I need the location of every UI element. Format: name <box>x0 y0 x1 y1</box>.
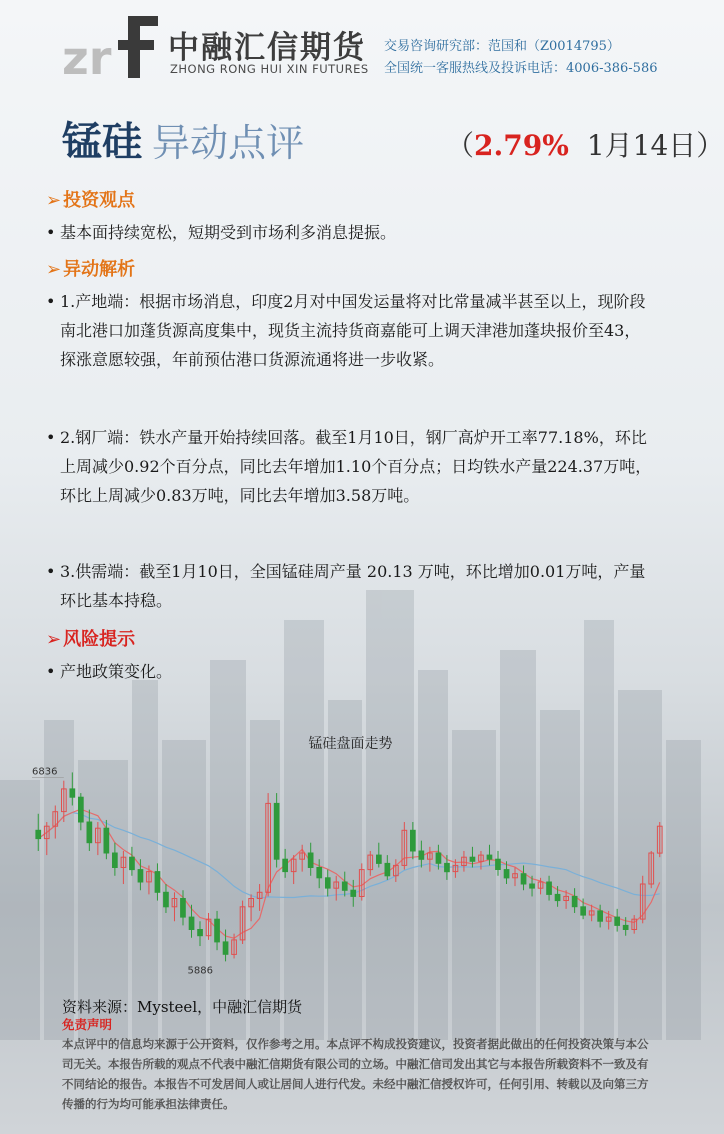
candle-body <box>411 830 416 851</box>
bullet-text: 基本面持续宽松，短期受到市场利多消息提振。 <box>60 223 397 242</box>
section-analysis <box>46 255 135 281</box>
low-price-label: 5886 <box>187 965 214 977</box>
candle-body <box>130 857 135 869</box>
candle-body <box>470 857 475 861</box>
bullet-text: 产地政策变化。 <box>60 662 173 681</box>
high-price-label: 6836 <box>32 766 58 778</box>
section-title: 风险提示 <box>63 629 136 650</box>
section-investment-view <box>46 186 135 212</box>
bullet-dot-icon: • <box>46 428 56 447</box>
candle-body <box>521 874 526 884</box>
bullet-item <box>46 287 656 374</box>
candle-body <box>138 870 143 882</box>
section-title: 投资观点 <box>63 190 136 211</box>
candle-body <box>623 925 628 929</box>
section-title: 异动解析 <box>63 259 136 280</box>
company-name-cn: 中融汇信期货 <box>168 30 366 66</box>
title-change-date <box>446 124 724 164</box>
candle-body <box>155 872 160 893</box>
zrf-logo-icon <box>62 12 162 85</box>
bullet-dot-icon: • <box>46 292 56 311</box>
bullet-item <box>46 218 656 247</box>
candle-body <box>351 890 356 896</box>
candle-body <box>181 899 186 918</box>
candle-body <box>487 855 492 859</box>
candle-body <box>419 851 424 859</box>
candle-body <box>555 894 560 900</box>
arrow-right-icon: ➢ <box>46 259 62 280</box>
bullet-text: 3.供需端：截至1月10日，全国锰硅周产量 20.13 万吨，环比增加0.01万吨，产量环比基本持稳。 <box>60 562 646 610</box>
title-open-paren: （ <box>446 129 475 162</box>
candle-body <box>445 863 450 871</box>
candle-body <box>70 789 75 797</box>
svg-text:zr: zr <box>62 31 112 85</box>
disclaimer-title: 免责声明 <box>62 1017 113 1032</box>
candle-body <box>283 859 288 871</box>
candle-body <box>274 803 279 859</box>
company-name-en: ZHONG RONG HUI XIN FUTURES <box>170 62 369 76</box>
candle-body <box>104 828 109 853</box>
candle-body <box>325 878 330 888</box>
candle-body <box>342 882 347 890</box>
bullet-item <box>46 557 656 615</box>
research-contact: 交易咨询研究部：范国和（Z0014795） <box>384 39 620 54</box>
bullet-text: 1.产地端：根据市场消息，印度2月对中国发运量将对比常量减半甚至以上，现阶段南北港口加蓬货源高度集中，现货主流持货商嘉能可上调天津港加蓬块报价至43，探涨意愿较强，年前预估港口货源流通将进一步收紧。 <box>60 292 646 369</box>
contact-info <box>384 36 658 80</box>
candle-body <box>36 830 41 838</box>
bullet-dot-icon: • <box>46 223 56 242</box>
hotline-contact: 全国统一客服热线及投诉电话：4006-386-586 <box>384 61 658 76</box>
bullet-dot-icon: • <box>46 662 56 681</box>
disclaimer-body: 本点评中的信息均来源于公开资料，仅作参考之用。本点评不构成投资建议，投资者据此做出的任何投资决策与本公司无关。本报告所载的观点不代表中融汇信期货有限公司的立场。中融汇信司发出其它与本报告所载资料不一致及有不同结论的报告。本报告不可发居间人或让居间人进行代发。未经中融汇信授权许可，任何引用、转载以及向第三方传播的行为均可能承担法律责任。 <box>62 1037 649 1111</box>
chart-title: 锰硅盘面走势 <box>308 736 393 752</box>
candle-body <box>615 917 620 925</box>
candle-body <box>87 822 92 843</box>
candle-body <box>198 930 203 936</box>
candle-body <box>308 853 313 868</box>
bullet-item <box>46 657 656 686</box>
candle-body <box>436 853 441 863</box>
candle-body <box>504 870 509 878</box>
bullet-dot-icon: • <box>46 562 56 581</box>
candle-body <box>79 797 84 822</box>
data-source: 资料来源：Mysteel，中融汇信期货 <box>62 998 303 1016</box>
arrow-right-icon: ➢ <box>46 190 62 211</box>
candle-body <box>530 884 535 888</box>
report-date: 1月14日） <box>586 129 724 162</box>
candle-body <box>572 896 577 906</box>
candle-body <box>215 919 220 942</box>
candle-body <box>164 892 169 907</box>
title-product: 锰硅 <box>62 119 142 165</box>
title-subject: 异动点评 <box>152 121 305 165</box>
candle-body <box>547 882 552 894</box>
candle-body <box>223 942 228 954</box>
bullet-text: 2.钢厂端：铁水产量开始持续回落。截至1月10日，钢厂高炉开工率77.18%，环比上周减少0.92个百分点，同比去年增加1.10个百分点；日均铁水产量224.37万吨，环比上周减少0.83万吨，同比去年增加3.58万吨。 <box>60 428 652 505</box>
report-title <box>62 110 724 170</box>
arrow-right-icon: ➢ <box>46 629 62 650</box>
candle-body <box>189 917 194 929</box>
candle-body <box>385 863 390 875</box>
bullet-item <box>46 423 656 510</box>
report-header <box>0 0 701 100</box>
candlestick-chart <box>30 750 670 990</box>
candle-body <box>317 868 322 878</box>
candle-body <box>496 859 501 869</box>
candle-body <box>598 911 603 921</box>
candle-body <box>581 907 586 915</box>
price-change-percent: 2.79% <box>474 129 569 162</box>
candle-body <box>377 855 382 863</box>
section-risk <box>46 625 135 651</box>
candle-body <box>113 853 118 868</box>
